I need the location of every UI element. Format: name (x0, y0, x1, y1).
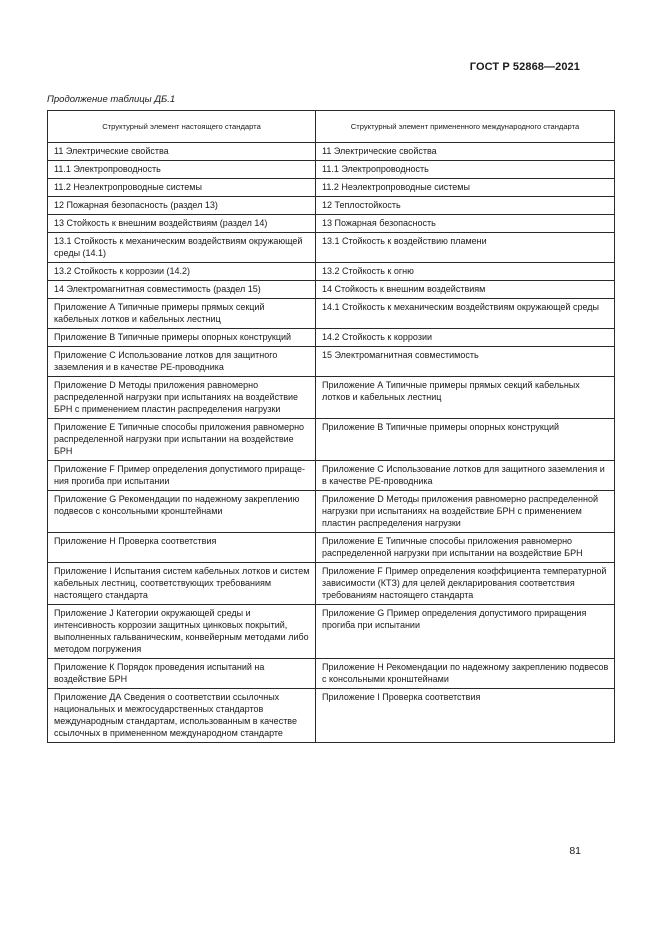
table-caption: Продолжение таблицы ДБ.1 (47, 94, 176, 105)
table-row (48, 197, 615, 215)
table-row (48, 563, 615, 605)
table-row (48, 299, 615, 329)
cell-international-element: 13.1 Стойкость к воздействию пламени (316, 233, 615, 263)
cell-international-element: 11 Электрические свойства (316, 143, 615, 161)
table-row (48, 533, 615, 563)
cell-international-element: 15 Электромагнитная совместимость (316, 347, 615, 377)
column-header-national: Структурный элемент настоящего стандарта (48, 111, 316, 143)
cell-national-element: Приложение Н Проверка соответствия (48, 533, 316, 563)
cell-national-element: Приложение Е Типичные способы приложения равномерно распределенной нагрузки при испытании на воздействие БРН (48, 419, 316, 461)
table-row (48, 179, 615, 197)
cell-national-element: 13.2 Стойкость к коррозии (14.2) (48, 263, 316, 281)
cell-international-element: Приложение F Пример определения коэффициента температурной зависимости (КТЗ) для целей декларирования соответствия требованиям настоящего стандарта (316, 563, 615, 605)
cell-national-element: Приложение А Типичные примеры прямых секций кабельных лотков и кабельных лестниц (48, 299, 316, 329)
table-row (48, 461, 615, 491)
cell-national-element: 13 Стойкость к внешним воздействиям (раздел 14) (48, 215, 316, 233)
table-row (48, 263, 615, 281)
cell-international-element: 14.1 Стойкость к механическим воздействиям окружающей среды (316, 299, 615, 329)
cell-international-element: Приложение Н Рекомендации по надежному закреплению подвесов с консольными кронштейнами (316, 659, 615, 689)
cell-national-element: 11 Электрические свойства (48, 143, 316, 161)
cell-national-element: 11.1 Электропроводность (48, 161, 316, 179)
cell-international-element: 14.2 Стойкость к коррозии (316, 329, 615, 347)
cell-national-element: 11.2 Неэлектропроводные системы (48, 179, 316, 197)
table-row (48, 377, 615, 419)
cell-national-element: Приложение J Категории окружающей среды и интенсивность коррозии защитных цинковых покрытий, выполненных гальваническим, конвейерным методами либо методом погружения (48, 605, 316, 659)
cell-international-element: Приложение I Проверка соответствия (316, 689, 615, 743)
cell-international-element: Приложение Е Типичные способы приложения равномерно распределенной нагрузки при испытании на воздействие БРН (316, 533, 615, 563)
table-header-row (48, 111, 615, 143)
cell-international-element: Приложение G Пример определения допустимого приращения прогиба при испытании (316, 605, 615, 659)
table-row (48, 491, 615, 533)
table-body (48, 143, 615, 743)
table-row (48, 161, 615, 179)
cell-national-element: Приложение В Типичные примеры опорных конструкций (48, 329, 316, 347)
cell-international-element: 13.2 Стойкость к огню (316, 263, 615, 281)
cell-national-element: Приложение G Рекомендации по надежному закреплению подвесов с консольными кронштейнами (48, 491, 316, 533)
table-row (48, 233, 615, 263)
cell-international-element: 14 Стойкость к внешним воздействиям (316, 281, 615, 299)
cell-national-element: Приложение К Порядок проведения испытаний на воздействие БРН (48, 659, 316, 689)
table-row (48, 659, 615, 689)
cell-international-element: 13 Пожарная безопасность (316, 215, 615, 233)
cell-international-element: Приложение В Типичные примеры опорных конструкций (316, 419, 615, 461)
cell-national-element: Приложение I Испытания систем кабельных лотков и систем кабельных лестниц, соответствующих требованиям настоящего стандарта (48, 563, 316, 605)
cell-national-element: Приложение F Пример определения допустимого приращения прогиба при испытании (48, 461, 316, 491)
column-header-international: Структурный элемент примененного международного стандарта (316, 111, 615, 143)
table-row (48, 347, 615, 377)
table-row (48, 419, 615, 461)
cell-national-element: 14 Электромагнитная совместимость (раздел 15) (48, 281, 316, 299)
table-row (48, 605, 615, 659)
cell-national-element: 13.1 Стойкость к механическим воздействиям окружающей среды (14.1) (48, 233, 316, 263)
cell-international-element: Приложение А Типичные примеры прямых секций кабельных лотков и кабельных лестниц (316, 377, 615, 419)
table-row (48, 689, 615, 743)
cell-international-element: 12 Теплостойкость (316, 197, 615, 215)
page-number: 81 (569, 845, 581, 857)
cell-national-element: 12 Пожарная безопасность (раздел 13) (48, 197, 316, 215)
cell-international-element: Приложение С Использование лотков для защитного заземления и в качестве РЕ-проводника (316, 461, 615, 491)
correspondence-table (47, 110, 615, 743)
table-row (48, 143, 615, 161)
table-row (48, 281, 615, 299)
table-row (48, 329, 615, 347)
cell-international-element: 11.1 Электропроводность (316, 161, 615, 179)
cell-national-element: Приложение С Использование лотков для защитного заземления и в качестве РЕ-проводника (48, 347, 316, 377)
cell-national-element: Приложение ДА Сведения о соответствии ссылочных национальных и межгосударственных стандартов международным стандартам, использованным в качестве ссылочных в примененном международном стандарте (48, 689, 316, 743)
cell-international-element: 11.2 Неэлектропроводные системы (316, 179, 615, 197)
cell-international-element: Приложение D Методы приложения равномерно распределенной нагрузки при испытаниях на воздействие БРН с применением пластин распределения нагрузки (316, 491, 615, 533)
standard-designation: ГОСТ Р 52868—2021 (469, 61, 580, 73)
cell-national-element: Приложение D Методы приложения равномерно распределенной нагрузки при испытаниях на воздействие БРН с применением пластин распределения нагрузки (48, 377, 316, 419)
table-row (48, 215, 615, 233)
